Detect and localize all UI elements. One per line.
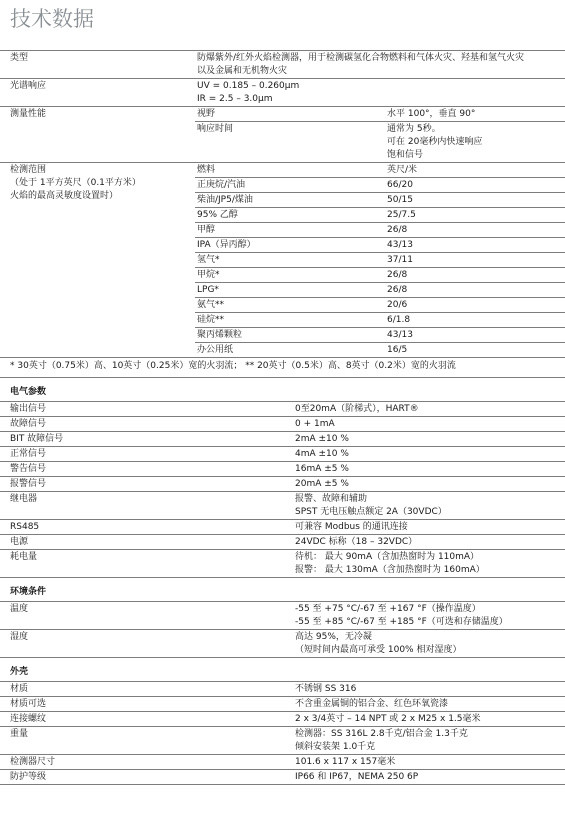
- electrical-row: [0, 462, 565, 477]
- measure-response: 响应时间 通常为 5秒。 可在 20毫秒内快速响应 饱和信号: [197, 124, 483, 160]
- electrical-value: 0至20mA（阶梯式），HART®: [295, 404, 419, 414]
- range-row: IPA（异丙醇） 43/13: [195, 237, 565, 252]
- housing-label: 重量: [10, 729, 29, 739]
- electrical-label: 耗电量: [10, 552, 38, 562]
- label-type: 类型: [10, 53, 29, 63]
- row-measure: [0, 107, 565, 163]
- housing-label: 材质: [10, 684, 29, 694]
- housing-value: 101.6 x 117 x 157毫米: [295, 757, 396, 767]
- electrical-heading: 电气参数: [0, 378, 565, 402]
- electrical-value: 4mA ±10 %: [295, 449, 349, 459]
- range-row: 硅烷** 6/1.8: [195, 312, 565, 327]
- electrical-value: 可兼容 Modbus 的通讯连接: [295, 522, 408, 532]
- housing-label: 检测器尺寸: [10, 757, 56, 767]
- electrical-row: [0, 492, 565, 520]
- housing-row: [0, 682, 565, 697]
- housing-value: 不含重金属铜的铝合金、红色环氧瓷漆: [295, 699, 449, 709]
- electrical-row: [0, 550, 565, 578]
- environment-value: 高达 95%，无冷凝 （短时间内最高可承受 100% 相对湿度）: [295, 632, 462, 655]
- housing-row: [0, 712, 565, 727]
- row-range: [0, 163, 565, 358]
- environment-row: [0, 630, 565, 658]
- electrical-value: 0 + 1mA: [295, 419, 335, 429]
- range-table: [195, 163, 565, 357]
- environment-heading: 环境条件: [0, 578, 565, 602]
- label-spectral: 光谱响应: [10, 81, 47, 91]
- housing-rows: [0, 682, 565, 785]
- electrical-value: 24VDC 标称（18 – 32VDC）: [295, 537, 418, 547]
- electrical-row: [0, 432, 565, 447]
- electrical-value: 20mA ±5 %: [295, 479, 349, 489]
- electrical-row: [0, 402, 565, 417]
- range-row: 氨气** 20/6: [195, 297, 565, 312]
- electrical-value: 待机： 最大 90mA（含加热窗时为 110mA） 报警： 最大 130mA（含加热窗时为 160mA）: [295, 552, 485, 575]
- range-header: 燃料 英尺/米: [197, 165, 418, 175]
- environment-label: 温度: [10, 604, 29, 614]
- label-range: 检测范围 （处于 1平方英尺（0.1平方米） 火焰的最高灵敏度设置时）: [10, 165, 141, 201]
- measure-fov: 视野 水平 100°，垂直 90°: [195, 107, 565, 122]
- environment-label: 湿度: [10, 632, 29, 642]
- housing-value: 2 x 3/4英寸 – 14 NPT 或 2 x M25 x 1.5毫米: [295, 714, 481, 724]
- electrical-label: 输出信号: [10, 404, 47, 414]
- range-row: 氢气* 37/11: [195, 252, 565, 267]
- range-row: 正庚烷/汽油 66/20: [195, 177, 565, 192]
- housing-row: [0, 770, 565, 785]
- electrical-label: 电源: [10, 537, 29, 547]
- electrical-label: 正常信号: [10, 449, 47, 459]
- range-row: 聚丙烯颗粒 43/13: [195, 327, 565, 342]
- environment-value: -55 至 +75 °C/-67 至 +167 °F（操作温度） -55 至 +85 °C/-67 至 +185 °F（可选和存储温度）: [295, 604, 508, 627]
- electrical-row: [0, 520, 565, 535]
- housing-row: [0, 755, 565, 770]
- electrical-value: 16mA ±5 %: [295, 464, 349, 474]
- range-row: 甲醇 26/8: [195, 222, 565, 237]
- electrical-label: 报警信号: [10, 479, 47, 489]
- housing-label: 连接螺纹: [10, 714, 47, 724]
- row-spectral: [0, 79, 565, 107]
- range-row: 甲烷* 26/8: [195, 267, 565, 282]
- electrical-label: 故障信号: [10, 419, 47, 429]
- housing-row: [0, 727, 565, 755]
- electrical-label: RS485: [10, 522, 40, 532]
- housing-value: IP66 和 IP67，NEMA 250 6P: [295, 772, 419, 782]
- housing-row: [0, 697, 565, 712]
- electrical-row: [0, 447, 565, 462]
- range-row: LPG* 26/8: [195, 282, 565, 297]
- range-footnote: * 30英寸（0.75米）高、10英寸（0.25米）宽的火羽流； ** 20英寸（0.5米）高、8英寸（0.2米）宽的火羽流: [0, 358, 565, 378]
- value-type: 防爆紫外/红外火焰检测器，用于检测碳氢化合物燃料和气体火灾、羟基和氢气火灾 以及金属和无机物火灾: [197, 53, 525, 76]
- value-spectral: UV = 0.185 – 0.260µm IR = 2.5 – 3.0µm: [197, 81, 300, 104]
- range-row: 95% 乙醇 25/7.5: [195, 207, 565, 222]
- housing-heading: 外壳: [0, 658, 565, 682]
- spec-table: [0, 50, 565, 785]
- electrical-label: BIT 故障信号: [10, 434, 64, 444]
- electrical-label: 继电器: [10, 494, 38, 504]
- electrical-value: 报警、故障和辅助 SPST 无电压触点额定 2A（30VDC）: [295, 494, 447, 517]
- environment-rows: [0, 602, 565, 658]
- label-measure: 测量性能: [10, 109, 47, 119]
- environment-row: [0, 602, 565, 630]
- housing-value: 不锈钢 SS 316: [295, 684, 357, 694]
- housing-label: 防护等级: [10, 772, 47, 782]
- housing-label: 材质可选: [10, 699, 47, 709]
- electrical-rows: [0, 402, 565, 578]
- range-row: 柴油/JP5/煤油 50/15: [195, 192, 565, 207]
- electrical-value: 2mA ±10 %: [295, 434, 349, 444]
- electrical-row: [0, 417, 565, 432]
- electrical-row: [0, 477, 565, 492]
- range-row: 办公用纸 16/5: [195, 342, 565, 357]
- row-type: [0, 50, 565, 79]
- electrical-label: 警告信号: [10, 464, 47, 474]
- electrical-row: [0, 535, 565, 550]
- housing-value: 检测器：SS 316L 2.8千克/铝合金 1.3千克 倾斜安装架 1.0千克: [295, 729, 468, 752]
- page-title: 技术数据: [10, 7, 94, 31]
